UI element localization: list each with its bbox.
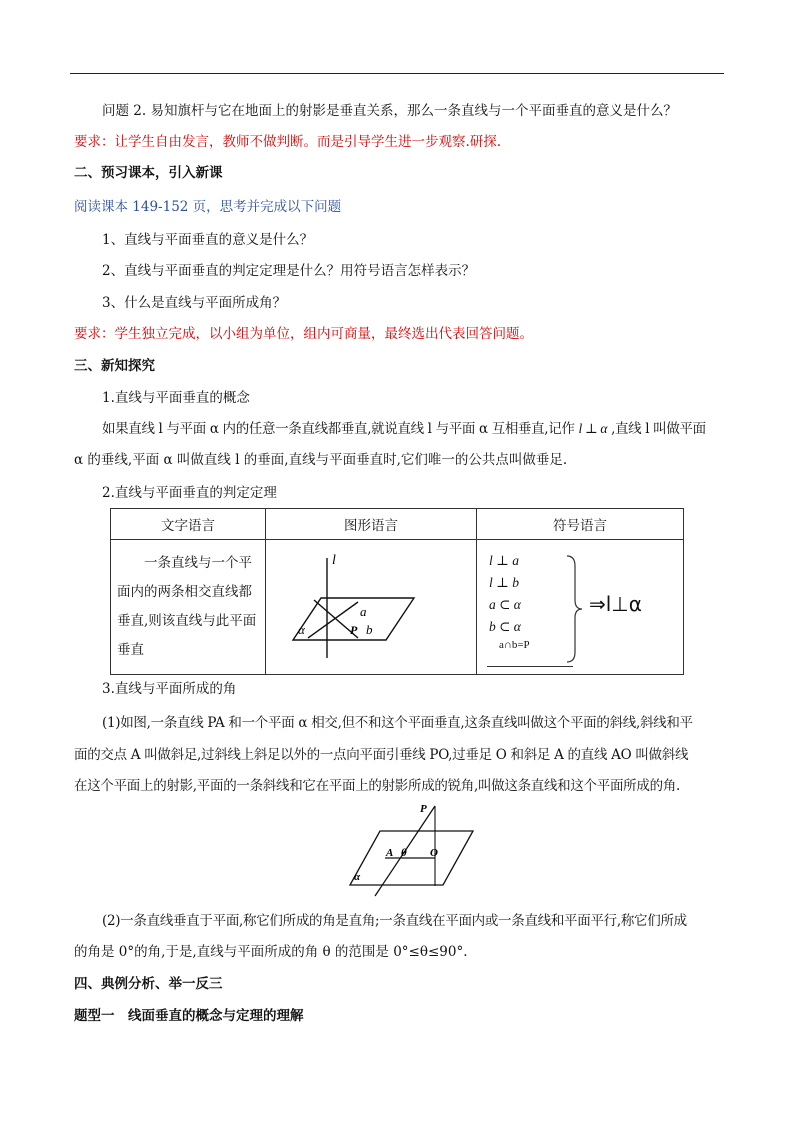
question-2: 问题 2. 易知旗杆与它在地面上的射影是垂直关系，那么一条直线与一个平面垂直的意义是什么？ bbox=[102, 103, 677, 119]
reading-instruction: 阅读课本 149-152 页，思考并完成以下问题 bbox=[74, 199, 342, 215]
text-line: 垂直,则该直线与此平面 bbox=[117, 613, 257, 629]
label-O: O bbox=[430, 847, 438, 859]
requirement-2: 要求：学生独立完成，以小组为单位，组内可商量，最终选出代表回答问题。 bbox=[74, 326, 533, 342]
label-alpha: α bbox=[354, 871, 361, 883]
label-alpha: α bbox=[298, 622, 305, 637]
subsection-1-title: 1.直线与平面垂直的概念 bbox=[102, 390, 250, 406]
table-header: 文字语言 bbox=[111, 509, 266, 540]
underline bbox=[487, 666, 573, 667]
figure-language-cell bbox=[266, 540, 477, 675]
text-line: 面内的两条相交直线都 bbox=[117, 584, 252, 600]
label-l: l bbox=[332, 553, 336, 568]
symbol-language-cell bbox=[477, 540, 684, 675]
angle-definition-line: 在这个平面上的射影,平面的一条斜线和它在平面上的射影所成的锐角,叫做这条直线和这个平面所成的角. bbox=[74, 778, 680, 794]
label-a: a bbox=[360, 604, 367, 619]
requirement-1: 要求：让学生自由发言，教师不做判断。而是引导学生进一步观察.研探. bbox=[74, 134, 502, 150]
definition-line-2: α 的垂线,平面 α 叫做直线 l 的垂面,直线与平面垂直时,它们唯一的公共点叫做垂足. bbox=[74, 452, 568, 468]
definition-text: 如果直线 l 与平面 α 内的任意一条直线都垂直,就说直线 l 与平面 α 互相垂直,记作 bbox=[102, 421, 575, 437]
text-language-cell bbox=[111, 540, 266, 675]
oblique-line-figure bbox=[340, 798, 480, 898]
theorem-table bbox=[110, 508, 684, 675]
section-2-heading: 二、预习课本，引入新课 bbox=[74, 165, 223, 181]
definition-line-1 bbox=[102, 420, 706, 438]
label-P: P bbox=[350, 623, 358, 637]
angle-range-line: (2)一条直线垂直于平面,称它们所成的角是直角;一条直线在平面内或一条直线和平面平行,称它们所成 bbox=[102, 913, 687, 929]
table-header: 图形语言 bbox=[266, 509, 477, 540]
table-header: 符号语言 bbox=[477, 509, 684, 540]
label-A: A bbox=[386, 847, 394, 859]
question-type-1: 题型一 线面垂直的概念与定理的理解 bbox=[74, 1008, 304, 1024]
label-b: b bbox=[366, 622, 373, 637]
symbol-line: a ⊂ α bbox=[489, 597, 521, 612]
label-P: P bbox=[420, 803, 427, 815]
subsection-3-title: 3.直线与平面所成的角 bbox=[102, 681, 237, 697]
subsection-2-title: 2.直线与平面垂直的判定定理 bbox=[102, 485, 277, 501]
right-brace bbox=[565, 554, 585, 664]
angle-definition-line: (1)如图,一条直线 PA 和一个平面 α 相交,但不和这个平面垂直,这条直线叫做这个平面的斜线,斜线和平 bbox=[102, 715, 693, 731]
label-theta: θ bbox=[401, 847, 407, 859]
list-item: 2、直线与平面垂直的判定定理是什么？用符号语言怎样表示？ bbox=[102, 263, 476, 279]
definition-text-end: ,直线 l 叫做平面 bbox=[611, 421, 706, 437]
list-item: 3、什么是直线与平面所成角？ bbox=[102, 295, 287, 311]
angle-range-line: 的角是 0°的角,于是,直线与平面所成的角 θ 的范围是 0°≤θ≤90°. bbox=[74, 944, 468, 960]
symbol-line: a∩b=P bbox=[499, 639, 530, 651]
conclusion: ⇒l⊥α bbox=[589, 592, 642, 616]
text-line: 一条直线与一个平 bbox=[144, 555, 252, 571]
text-line: 垂直 bbox=[117, 642, 144, 658]
perpendicular-figure bbox=[266, 540, 476, 670]
symbol-line: b ⊂ α bbox=[489, 619, 521, 634]
section-3-heading: 三、新知探究 bbox=[74, 358, 155, 374]
symbol-line: l ⊥ b bbox=[489, 575, 519, 590]
header-rule bbox=[70, 73, 724, 74]
perpendicular-notation: l ⊥ α bbox=[578, 421, 608, 436]
list-item: 1、直线与平面垂直的意义是什么？ bbox=[102, 232, 314, 248]
section-4-heading: 四、典例分析、举一反三 bbox=[74, 976, 223, 992]
symbol-line: l ⊥ a bbox=[489, 553, 519, 568]
angle-definition-line: 面的交点 A 叫做斜足,过斜线上斜足以外的一点向平面引垂线 PO,过垂足 O 和斜足 A 的直线 AO 叫做斜线 bbox=[74, 747, 689, 763]
